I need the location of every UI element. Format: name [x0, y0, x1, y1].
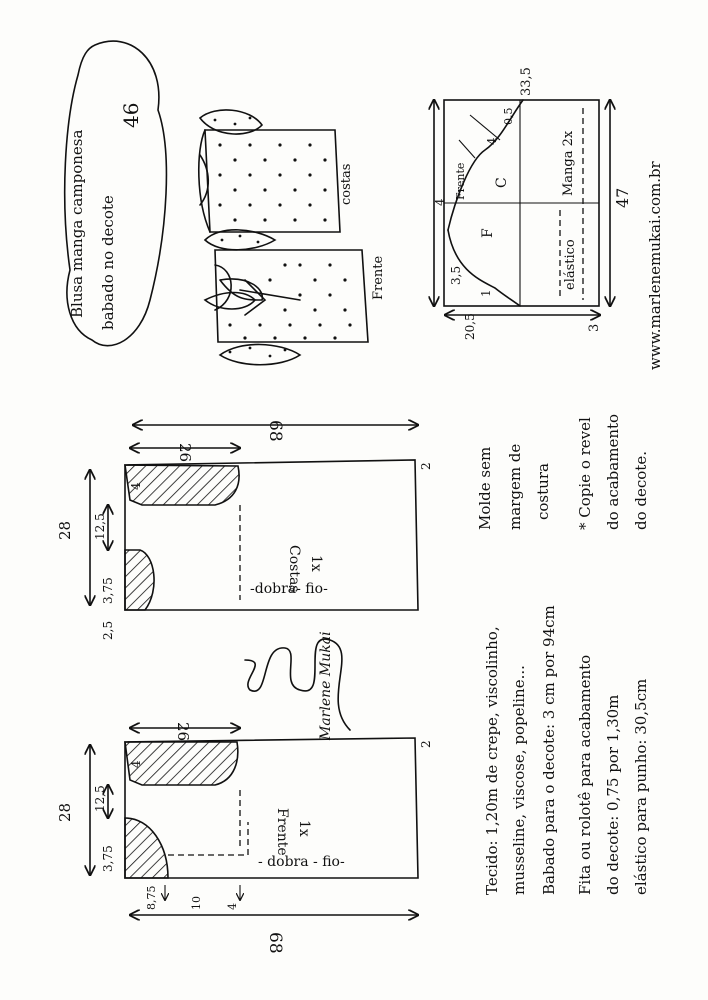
note-copy-2: do acabamento [604, 413, 622, 530]
sleeve-cap-v1: 4 [485, 137, 499, 145]
front-edge: 2 [419, 740, 433, 748]
back-piece-pattern [56, 420, 433, 640]
sleeve-letter-f: F [480, 228, 496, 238]
note-seam-3: costura [534, 463, 552, 520]
front-m3: 8,75 [145, 885, 158, 910]
note-copy-1: * Copie o revel [576, 417, 594, 530]
sleeve-letter-c: C [494, 177, 510, 188]
back-neck: 26 [176, 443, 194, 463]
sleeve-left-allow: 20,5 [463, 313, 477, 340]
sleeve-top-width: 33,5 [519, 67, 534, 96]
blouse-back-drawing [199, 110, 354, 250]
note-tape-1: Fita ou rolotê para acabamento [576, 654, 594, 895]
front-m4: 10 [190, 896, 203, 910]
front-neck-depth: 4 [129, 760, 143, 768]
title-bubble [65, 41, 167, 346]
front-height: 28 [56, 802, 74, 822]
back-name: Costas [286, 545, 302, 593]
front-fold: - dobra - fio- [258, 854, 345, 870]
sleeve-side-height: 47 [613, 187, 632, 208]
back-fold: -dobra- fio- [250, 581, 328, 597]
back-width: 68 [265, 420, 285, 442]
sleeve-cap-v3: 4 [433, 198, 447, 206]
back-edge: 2 [419, 462, 433, 470]
back-qty: 1x [308, 555, 324, 572]
note-ruffle: Babado para o decote: 3 cm por 94cm [540, 605, 558, 895]
blouse-front-drawing [205, 250, 386, 365]
signature [245, 631, 350, 741]
sleeve-cap-h2: 1 [479, 289, 493, 297]
signature-text: Marlene Mukai [318, 631, 334, 740]
note-seam-2: margem de [506, 443, 524, 530]
front-width: 68 [265, 932, 285, 954]
sleeve-front-mark: Frente [454, 162, 467, 200]
note-fabric-2: musseline, viscose, popeline... [510, 665, 528, 895]
back-m3: 2,5 [101, 620, 115, 640]
front-view-label: Frente [371, 255, 386, 300]
sleeve-bottom-allow: 3 [587, 323, 602, 332]
note-tape-2: do decote: 0,75 por 1,30m [604, 694, 622, 895]
sleeve-cap-v2: 0,5 [502, 107, 515, 125]
note-copy-3: do decote. [632, 451, 650, 530]
front-m5: 4 [226, 903, 239, 910]
front-piece-pattern [56, 722, 433, 954]
back-height: 28 [56, 520, 74, 540]
back-m2: 3,75 [101, 577, 115, 604]
title-size: 46 [119, 102, 143, 128]
sleeve-pattern [433, 67, 632, 340]
note-fabric: Tecido: 1,20m de crepe, viscolinho, [483, 626, 501, 895]
title-line-2: babado no decote [99, 195, 117, 330]
front-m1: 12,5 [93, 785, 107, 812]
note-seam-1: Molde sem [476, 446, 494, 530]
back-m1: 12,5 [93, 513, 107, 540]
blouse-illustration [199, 110, 386, 365]
sleeve-cut-label: Manga 2x [561, 130, 576, 196]
front-m2: 3,75 [101, 845, 115, 872]
back-view-label: costas [339, 163, 354, 205]
note-elastic: elástico para punho: 30,5cm [632, 678, 650, 895]
sleeve-cap-h1: 3,5 [449, 265, 463, 285]
front-name: Frente [274, 808, 290, 856]
front-neck: 26 [174, 722, 192, 742]
website: www.marlenemukai.com.br [646, 161, 664, 370]
front-qty: 1x [296, 820, 312, 837]
sleeve-elastic-label: elástico [563, 239, 578, 290]
back-neck-depth: 4 [129, 482, 143, 490]
title-line-1: Blusa manga camponesa [68, 129, 86, 318]
